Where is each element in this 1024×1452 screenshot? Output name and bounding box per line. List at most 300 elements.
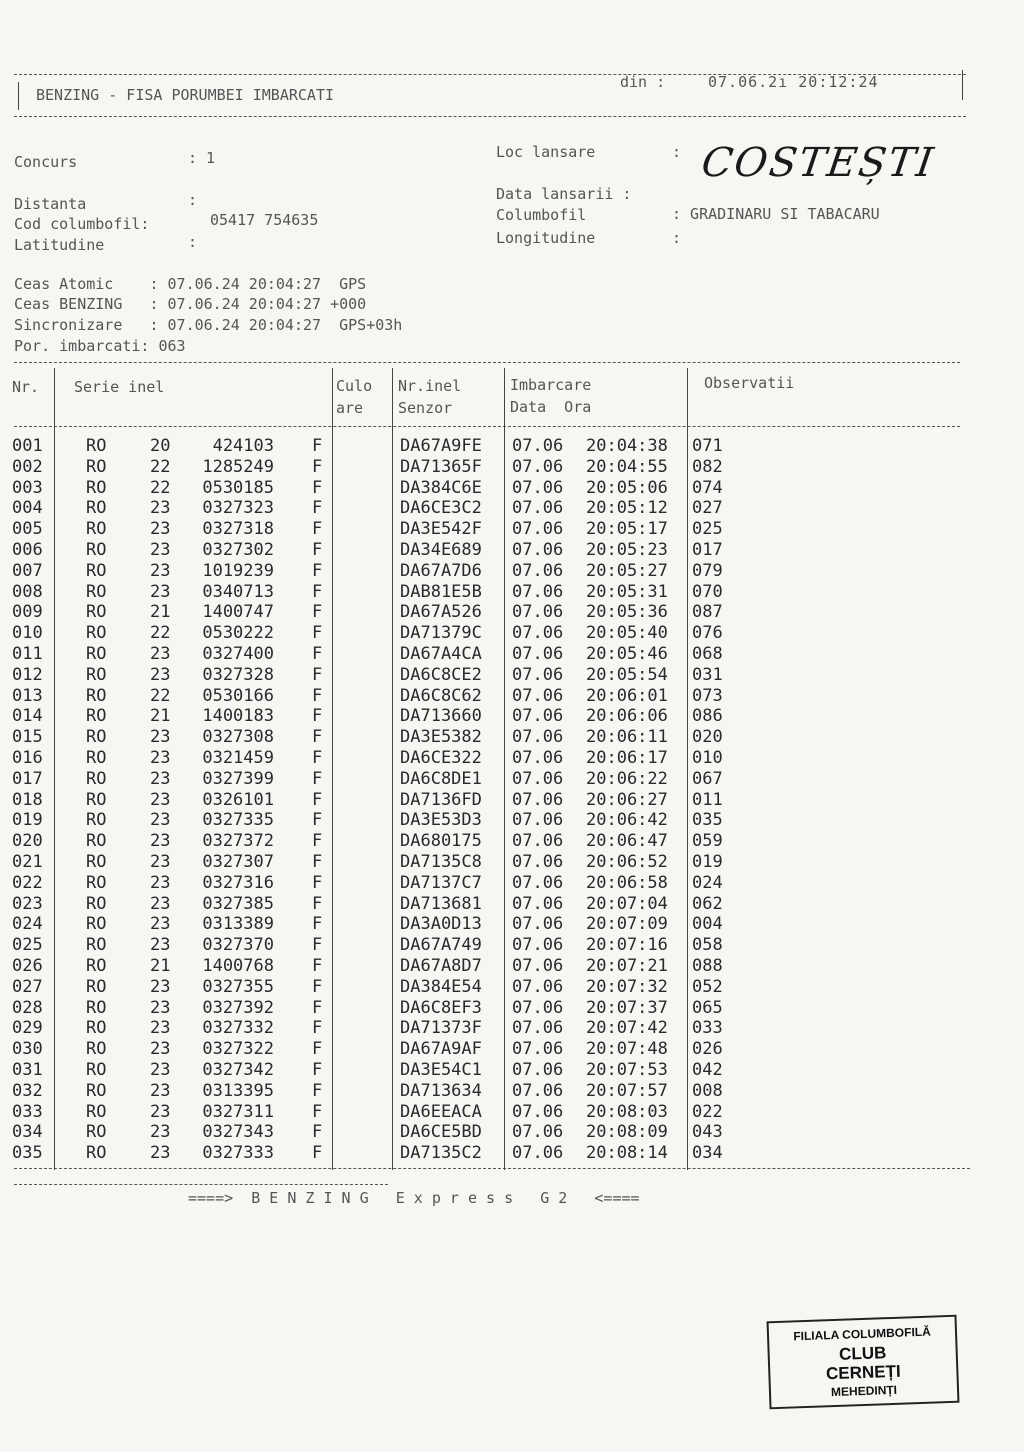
table-row	[0, 790, 1024, 811]
header-serie-inel: Serie inel	[74, 378, 165, 396]
ring-country: RO	[86, 519, 107, 540]
header-culoare-2: are	[336, 399, 364, 417]
table-row	[0, 1122, 1024, 1143]
boarding-time: 20:05:46	[586, 644, 668, 664]
row-number: 011	[12, 644, 43, 664]
row-number: 030	[12, 1039, 43, 1060]
sensor-ring: DA6CE322	[400, 748, 482, 768]
boarding-time: 20:07:53	[586, 1060, 668, 1080]
ring-number: 0530222	[202, 623, 274, 644]
sensor-ring: DA71373F	[400, 1018, 482, 1039]
row-number: 015	[12, 727, 43, 748]
sex: F	[312, 436, 323, 456]
observation: 035	[692, 810, 723, 831]
boarding-date: 07.06	[512, 477, 564, 498]
row-number: 033	[12, 1101, 43, 1122]
distanta-label: Distanta	[14, 195, 87, 213]
sex: F	[312, 852, 323, 872]
table-row	[0, 1039, 1024, 1060]
observation: 008	[692, 1080, 723, 1101]
sex: F	[312, 810, 323, 831]
row-number: 029	[12, 1018, 43, 1039]
sensor-ring: DAB81E5B	[400, 581, 482, 602]
observation: 043	[692, 1122, 723, 1143]
boarding-time: 20:05:36	[586, 602, 668, 623]
ring-country: RO	[86, 956, 107, 976]
ring-number: 0313395	[202, 1080, 274, 1101]
header-nrinel-1: Nr.inel	[398, 377, 462, 395]
ring-year: 23	[150, 852, 171, 872]
table-row	[0, 436, 1024, 457]
header-culoare-1: Culo	[336, 377, 373, 395]
boarded-count: Por. imbarcati: 063	[14, 337, 186, 355]
ring-number: 0327333	[202, 1143, 274, 1164]
row-number: 035	[12, 1143, 43, 1164]
ring-year: 23	[150, 831, 171, 852]
boarding-date: 07.06	[512, 1122, 564, 1143]
ring-number: 0327322	[202, 1039, 274, 1060]
ring-number: 0327328	[202, 664, 274, 685]
sensor-ring: DA3E54C1	[400, 1060, 482, 1080]
boarding-date: 07.06	[512, 914, 564, 935]
table-row	[0, 457, 1024, 478]
columbofil-label: Columbofil	[496, 206, 587, 224]
cod-label: Cod columbofil:	[14, 215, 150, 233]
sex: F	[312, 644, 323, 664]
ring-country: RO	[86, 768, 107, 789]
ring-country: RO	[86, 644, 107, 664]
loc-lansare-label: Loc lansare	[496, 143, 596, 161]
table-row	[0, 1060, 1024, 1081]
row-number: 025	[12, 935, 43, 956]
header-observatii: Observatii	[704, 374, 795, 392]
boarding-time: 20:05:40	[586, 623, 668, 644]
ring-year: 23	[150, 644, 171, 664]
boarding-time: 20:06:58	[586, 872, 668, 893]
ring-year: 23	[150, 581, 171, 602]
ring-country: RO	[86, 1018, 107, 1039]
sensor-ring: DA6EEACA	[400, 1101, 482, 1122]
row-number: 014	[12, 706, 43, 727]
ring-number: 0327308	[202, 727, 274, 748]
stamp-line-3: CERNEȚI	[825, 1361, 901, 1384]
ring-number: 0327307	[202, 852, 274, 872]
sex: F	[312, 976, 323, 997]
ring-year: 23	[150, 1018, 171, 1039]
boarding-date: 07.06	[512, 540, 564, 560]
observation: 076	[692, 623, 723, 644]
boarding-date: 07.06	[512, 664, 564, 685]
table-row	[0, 956, 1024, 977]
observation: 086	[692, 706, 723, 727]
row-number: 004	[12, 498, 43, 519]
table-row	[0, 478, 1024, 499]
sensor-ring: DA67A7D6	[400, 560, 482, 581]
ring-year: 23	[150, 872, 171, 893]
sex: F	[312, 602, 323, 623]
observation: 019	[692, 852, 723, 872]
ring-country: RO	[86, 976, 107, 997]
sex: F	[312, 1039, 323, 1060]
row-number: 002	[12, 456, 43, 477]
ring-number: 0327343	[202, 1122, 274, 1143]
sensor-ring: DA67A9AF	[400, 1039, 482, 1060]
boarding-time: 20:07:21	[586, 956, 668, 976]
observation: 011	[692, 789, 723, 810]
header-imbarcare-1: Imbarcare	[510, 376, 592, 394]
ring-year: 23	[150, 519, 171, 540]
stamp-line-1: FILIALA COLUMBOFILĂ	[793, 1324, 931, 1344]
ring-year: 23	[150, 914, 171, 935]
ring-number: 0313389	[202, 914, 274, 935]
ring-country: RO	[86, 685, 107, 706]
boarding-date: 07.06	[512, 581, 564, 602]
boarding-date: 07.06	[512, 623, 564, 644]
ring-year: 23	[150, 727, 171, 748]
ring-number: 0327332	[202, 1018, 274, 1039]
table-row	[0, 769, 1024, 790]
row-number: 018	[12, 789, 43, 810]
table-row	[0, 582, 1024, 603]
row-number: 020	[12, 831, 43, 852]
sensor-ring: DA6CE3C2	[400, 498, 482, 519]
ring-year: 22	[150, 477, 171, 498]
sensor-ring: DA384C6E	[400, 477, 482, 498]
observation: 065	[692, 997, 723, 1018]
boarding-date: 07.06	[512, 498, 564, 519]
distanta-value: :	[188, 191, 198, 209]
ring-number: 0327370	[202, 935, 274, 956]
boarding-time: 20:06:11	[586, 727, 668, 748]
observation: 042	[692, 1060, 723, 1080]
boarding-date: 07.06	[512, 685, 564, 706]
boarding-date: 07.06	[512, 436, 564, 456]
club-stamp	[767, 1315, 960, 1410]
row-number: 003	[12, 477, 43, 498]
ring-country: RO	[86, 831, 107, 852]
ring-year: 23	[150, 1060, 171, 1080]
row-number: 031	[12, 1060, 43, 1080]
observation: 071	[692, 436, 723, 456]
sex: F	[312, 914, 323, 935]
sensor-ring: DA6CE5BD	[400, 1122, 482, 1143]
sex: F	[312, 664, 323, 685]
sensor-ring: DA71379C	[400, 623, 482, 644]
table-row	[0, 894, 1024, 915]
boarding-date: 07.06	[512, 976, 564, 997]
boarding-date: 07.06	[512, 1039, 564, 1060]
row-number: 032	[12, 1080, 43, 1101]
ring-year: 21	[150, 956, 171, 976]
ring-year: 21	[150, 602, 171, 623]
ring-year: 23	[150, 1143, 171, 1164]
sensor-ring: DA6C8CE2	[400, 664, 482, 685]
ring-year: 23	[150, 789, 171, 810]
ring-country: RO	[86, 456, 107, 477]
table-header-rule	[14, 426, 960, 427]
ring-year: 23	[150, 1039, 171, 1060]
ring-country: RO	[86, 1060, 107, 1080]
table-row	[0, 1143, 1024, 1164]
ring-year: 22	[150, 456, 171, 477]
sex: F	[312, 935, 323, 956]
observation: 034	[692, 1143, 723, 1164]
ring-number: 0327318	[202, 519, 274, 540]
row-number: 034	[12, 1122, 43, 1143]
boarding-date: 07.06	[512, 644, 564, 664]
concurs-label: Concurs	[14, 153, 78, 171]
header-right-bar	[962, 70, 963, 100]
sensor-ring: DA384E54	[400, 976, 482, 997]
boarding-date: 07.06	[512, 706, 564, 727]
boarding-date: 07.06	[512, 831, 564, 852]
boarding-date: 07.06	[512, 789, 564, 810]
columbofil-value: : GRADINARU SI TABACARU	[672, 205, 880, 223]
latitudine-label: Latitudine	[14, 236, 105, 254]
boarding-time: 20:08:03	[586, 1101, 668, 1122]
concurs-value: : 1	[188, 149, 216, 167]
clock-benzing: Ceas BENZING : 07.06.24 20:04:27 +000	[14, 295, 367, 313]
row-number: 023	[12, 893, 43, 914]
ring-country: RO	[86, 748, 107, 768]
boarding-date: 07.06	[512, 748, 564, 768]
sex: F	[312, 706, 323, 727]
sex: F	[312, 456, 323, 477]
sex: F	[312, 623, 323, 644]
ring-number: 0321459	[202, 748, 274, 768]
boarding-time: 20:04:38	[586, 436, 668, 456]
sensor-ring: DA7137C7	[400, 872, 482, 893]
boarding-date: 07.06	[512, 456, 564, 477]
boarding-date: 07.06	[512, 852, 564, 872]
observation: 079	[692, 560, 723, 581]
boarding-time: 20:05:27	[586, 560, 668, 581]
sensor-ring: DA6C8DE1	[400, 768, 482, 789]
observation: 031	[692, 664, 723, 685]
boarding-time: 20:07:42	[586, 1018, 668, 1039]
ring-number: 0340713	[202, 581, 274, 602]
sensor-ring: DA67A4CA	[400, 644, 482, 664]
boarding-time: 20:07:04	[586, 893, 668, 914]
ring-country: RO	[86, 872, 107, 893]
boarding-date: 07.06	[512, 1018, 564, 1039]
boarding-time: 20:07:32	[586, 976, 668, 997]
table-row	[0, 998, 1024, 1019]
observation: 059	[692, 831, 723, 852]
boarding-time: 20:05:31	[586, 581, 668, 602]
ring-year: 23	[150, 664, 171, 685]
document-title: BENZING - FISA PORUMBEI IMBARCATI	[36, 86, 335, 104]
ring-year: 23	[150, 1101, 171, 1122]
table-row	[0, 852, 1024, 873]
sensor-ring: DA67A749	[400, 935, 482, 956]
boarding-time: 20:05:12	[586, 498, 668, 519]
header-bottom-rule	[14, 116, 966, 117]
stamp-line-2: CLUB	[838, 1343, 887, 1364]
table-row	[0, 935, 1024, 956]
ring-year: 22	[150, 685, 171, 706]
boarding-date: 07.06	[512, 768, 564, 789]
sex: F	[312, 789, 323, 810]
table-row	[0, 831, 1024, 852]
boarding-time: 20:06:17	[586, 748, 668, 768]
table-row	[0, 665, 1024, 686]
boarding-date: 07.06	[512, 997, 564, 1018]
observation: 073	[692, 685, 723, 706]
ring-country: RO	[86, 893, 107, 914]
handwritten-release-place: COSTEȘTI	[698, 140, 938, 186]
observation: 017	[692, 540, 723, 560]
ring-country: RO	[86, 498, 107, 519]
observation: 087	[692, 602, 723, 623]
observation: 010	[692, 748, 723, 768]
boarding-date: 07.06	[512, 560, 564, 581]
row-number: 001	[12, 436, 43, 456]
ring-country: RO	[86, 1101, 107, 1122]
ring-country: RO	[86, 560, 107, 581]
boarding-time: 20:04:55	[586, 456, 668, 477]
boarding-date: 07.06	[512, 1143, 564, 1164]
boarding-date: 07.06	[512, 1080, 564, 1101]
table-row	[0, 706, 1024, 727]
header-nr: Nr.	[12, 378, 40, 396]
observation: 058	[692, 935, 723, 956]
ring-country: RO	[86, 852, 107, 872]
table-row	[0, 1018, 1024, 1039]
boarding-time: 20:06:22	[586, 768, 668, 789]
table-row	[0, 1102, 1024, 1123]
row-number: 027	[12, 976, 43, 997]
sex: F	[312, 831, 323, 852]
ring-country: RO	[86, 436, 107, 456]
sex: F	[312, 872, 323, 893]
table-row	[0, 623, 1024, 644]
ring-number: 0530185	[202, 477, 274, 498]
ring-country: RO	[86, 1039, 107, 1060]
boarding-time: 20:06:01	[586, 685, 668, 706]
sex: F	[312, 997, 323, 1018]
ring-year: 23	[150, 1080, 171, 1101]
observation: 062	[692, 893, 723, 914]
ring-number: 0327342	[202, 1060, 274, 1080]
boarding-time: 20:06:42	[586, 810, 668, 831]
header-nrinel-2: Senzor	[398, 399, 453, 417]
boarding-time: 20:08:14	[586, 1143, 668, 1164]
ring-number: 1285249	[202, 456, 274, 477]
longitudine-label: Longitudine	[496, 229, 596, 247]
clock-sync: Sincronizare : 07.06.24 20:04:27 GPS+03h	[14, 316, 403, 334]
table-row	[0, 519, 1024, 540]
boarding-time: 20:06:27	[586, 789, 668, 810]
sex: F	[312, 498, 323, 519]
ring-year: 23	[150, 976, 171, 997]
ring-number: 0327302	[202, 540, 274, 560]
boarding-time: 20:06:06	[586, 706, 668, 727]
observation: 068	[692, 644, 723, 664]
observation: 088	[692, 956, 723, 976]
row-number: 026	[12, 956, 43, 976]
ring-country: RO	[86, 935, 107, 956]
boarding-time: 20:06:52	[586, 852, 668, 872]
sensor-ring: DA7136FD	[400, 789, 482, 810]
ring-number: 1400768	[202, 956, 274, 976]
ring-country: RO	[86, 602, 107, 623]
boarding-date: 07.06	[512, 810, 564, 831]
table-foot-rule	[14, 1184, 388, 1185]
ring-number: 0327323	[202, 498, 274, 519]
sensor-ring: DA67A8D7	[400, 956, 482, 976]
ring-number: 0327372	[202, 831, 274, 852]
boarding-date: 07.06	[512, 1060, 564, 1080]
longitudine-value: :	[672, 229, 682, 247]
row-number: 016	[12, 748, 43, 768]
table-row	[0, 727, 1024, 748]
table-top-rule	[14, 362, 960, 363]
sex: F	[312, 1101, 323, 1122]
data-lansarii-label: Data lansarii :	[496, 185, 632, 203]
sensor-ring: DA713681	[400, 893, 482, 914]
row-number: 012	[12, 664, 43, 685]
ring-number: 0327316	[202, 872, 274, 893]
ring-country: RO	[86, 477, 107, 498]
row-number: 019	[12, 810, 43, 831]
header-left-bar	[18, 82, 19, 110]
sex: F	[312, 1060, 323, 1080]
sensor-ring: DA67A9FE	[400, 436, 482, 456]
observation: 025	[692, 519, 723, 540]
observation: 004	[692, 914, 723, 935]
ring-year: 20	[150, 436, 171, 456]
sex: F	[312, 519, 323, 540]
header-imbarcare-2: Data Ora	[510, 398, 592, 416]
boarding-date: 07.06	[512, 935, 564, 956]
latitudine-value: :	[188, 233, 198, 251]
row-number: 005	[12, 519, 43, 540]
ring-country: RO	[86, 789, 107, 810]
print-date: 07.06.2ı 20:12:24	[708, 73, 879, 91]
table-bottom-rule	[14, 1168, 970, 1169]
ring-year: 23	[150, 893, 171, 914]
ring-number: 0530166	[202, 685, 274, 706]
sex: F	[312, 748, 323, 768]
date-label: din :	[620, 73, 666, 91]
boarding-time: 20:05:23	[586, 540, 668, 560]
row-number: 009	[12, 602, 43, 623]
sex: F	[312, 1122, 323, 1143]
stamp-line-4: MEHEDINȚI	[830, 1382, 898, 1400]
ring-country: RO	[86, 1080, 107, 1101]
ring-number: 0327400	[202, 644, 274, 664]
sensor-ring: DA713634	[400, 1080, 482, 1101]
sensor-ring: DA7135C8	[400, 852, 482, 872]
table-row	[0, 498, 1024, 519]
ring-country: RO	[86, 914, 107, 935]
sex: F	[312, 477, 323, 498]
observation: 070	[692, 581, 723, 602]
sensor-ring: DA713660	[400, 706, 482, 727]
observation: 074	[692, 477, 723, 498]
sex: F	[312, 727, 323, 748]
table-row	[0, 561, 1024, 582]
table-row	[0, 602, 1024, 623]
boarding-time: 20:05:17	[586, 519, 668, 540]
table-row	[0, 914, 1024, 935]
ring-number: 0327335	[202, 810, 274, 831]
table-row	[0, 686, 1024, 707]
ring-year: 23	[150, 560, 171, 581]
table-row	[0, 810, 1024, 831]
sex: F	[312, 1018, 323, 1039]
